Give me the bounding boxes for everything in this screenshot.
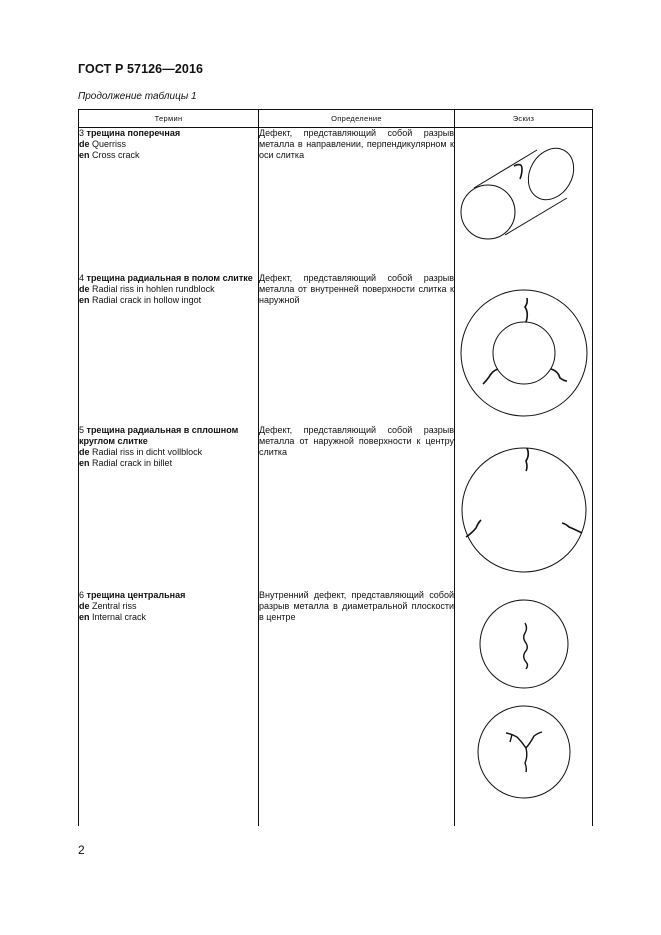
table-header-row: [79, 110, 593, 128]
crack-mark: [526, 732, 542, 748]
en-label: en: [79, 294, 90, 305]
term-ru: трещина радиальная в полом слитке: [86, 272, 253, 283]
crack-mark: [510, 734, 512, 742]
term-de-text: Radial riss in hohlen rundblock: [92, 283, 215, 294]
term-de-text: Zentral riss: [92, 600, 137, 611]
table-caption: Продолжение таблицы 1: [78, 91, 197, 102]
en-label: en: [79, 150, 90, 160]
term-en: [79, 150, 258, 161]
cylinder-cross-crack-sketch: [456, 128, 592, 268]
document-code: ГОСТ Р 57126—2016: [78, 62, 204, 76]
sketch-cell: [455, 425, 593, 590]
term-title: [79, 425, 258, 447]
crack-mark: [551, 369, 567, 381]
term-title: [79, 128, 258, 139]
term-cell: [79, 273, 259, 425]
table-row: [79, 273, 593, 425]
term-title: [79, 273, 258, 284]
term-en: [79, 458, 258, 469]
de-label: de: [79, 600, 90, 611]
term-en-text: Radial crack in hollow ingot: [92, 294, 202, 305]
en-label: en: [79, 457, 90, 468]
crack-mark: [525, 748, 527, 772]
term-en: [79, 295, 258, 306]
definition-cell: Дефект, представляющий собой разрыв металла от внутренней поверхности слитка к наружной: [259, 273, 455, 425]
crack-mark: [514, 165, 522, 179]
column-header-definition: Определение: [259, 110, 455, 128]
term-number: 5: [79, 424, 85, 435]
term-ru: трещина центральная: [86, 589, 186, 600]
definition-cell: Дефект, представляющий собой разрыв металла от наружной поверхности к центру слитка: [259, 425, 455, 590]
column-header-term: Термин: [79, 110, 259, 128]
term-de-text: Querriss: [92, 139, 127, 149]
central-crack-sketch: [456, 590, 592, 820]
term-de: [79, 601, 258, 612]
term-en-text: Radial crack in billet: [92, 457, 173, 468]
term-cell: [79, 590, 259, 826]
crack-mark: [483, 369, 498, 384]
table-row: [79, 425, 593, 590]
column-header-sketch: Эскиз: [455, 110, 593, 128]
table-row: [79, 590, 593, 826]
term-ru: трещина радиальная в сплошном круглом слитке: [79, 424, 239, 446]
crack-mark: [523, 623, 527, 669]
term-ru: трещина поперечная: [86, 128, 181, 138]
crack-mark: [506, 733, 526, 748]
hollow-ingot-radial-crack-sketch: [456, 273, 592, 423]
term-de: [79, 139, 258, 150]
crack-mark: [525, 298, 527, 322]
term-de-text: Radial riss in dicht vollblock: [92, 446, 203, 457]
crack-mark: [466, 520, 481, 537]
crack-mark: [526, 448, 528, 471]
definition-cell: Дефект, представляющий собой разрыв металла в направлении, перпендикулярном к оси слитка: [259, 128, 455, 273]
term-de: [79, 447, 258, 458]
crack-mark: [562, 523, 582, 533]
de-label: de: [79, 283, 90, 294]
term-title: [79, 590, 258, 601]
term-cell: [79, 425, 259, 590]
de-label: de: [79, 446, 90, 457]
sketch-cell: [455, 273, 593, 425]
sketch-cell: [455, 590, 593, 826]
terms-table: [78, 109, 593, 826]
term-number: 6: [79, 589, 85, 600]
term-en-text: Cross crack: [92, 150, 140, 160]
en-label: en: [79, 611, 90, 622]
term-en-text: Internal crack: [92, 611, 147, 622]
page-number: 2: [78, 843, 85, 857]
term-de: [79, 284, 258, 295]
term-number: 4: [79, 272, 85, 283]
definition-cell: Внутренний дефект, представляющий собой разрыв металла в диаметральной плоскости в центре: [259, 590, 455, 826]
sketch-cell: [455, 128, 593, 273]
table-row: [79, 128, 593, 273]
de-label: de: [79, 139, 90, 149]
term-number: 3: [79, 128, 85, 138]
solid-billet-radial-crack-sketch: [456, 425, 592, 585]
term-cell: [79, 128, 259, 273]
term-en: [79, 612, 258, 623]
